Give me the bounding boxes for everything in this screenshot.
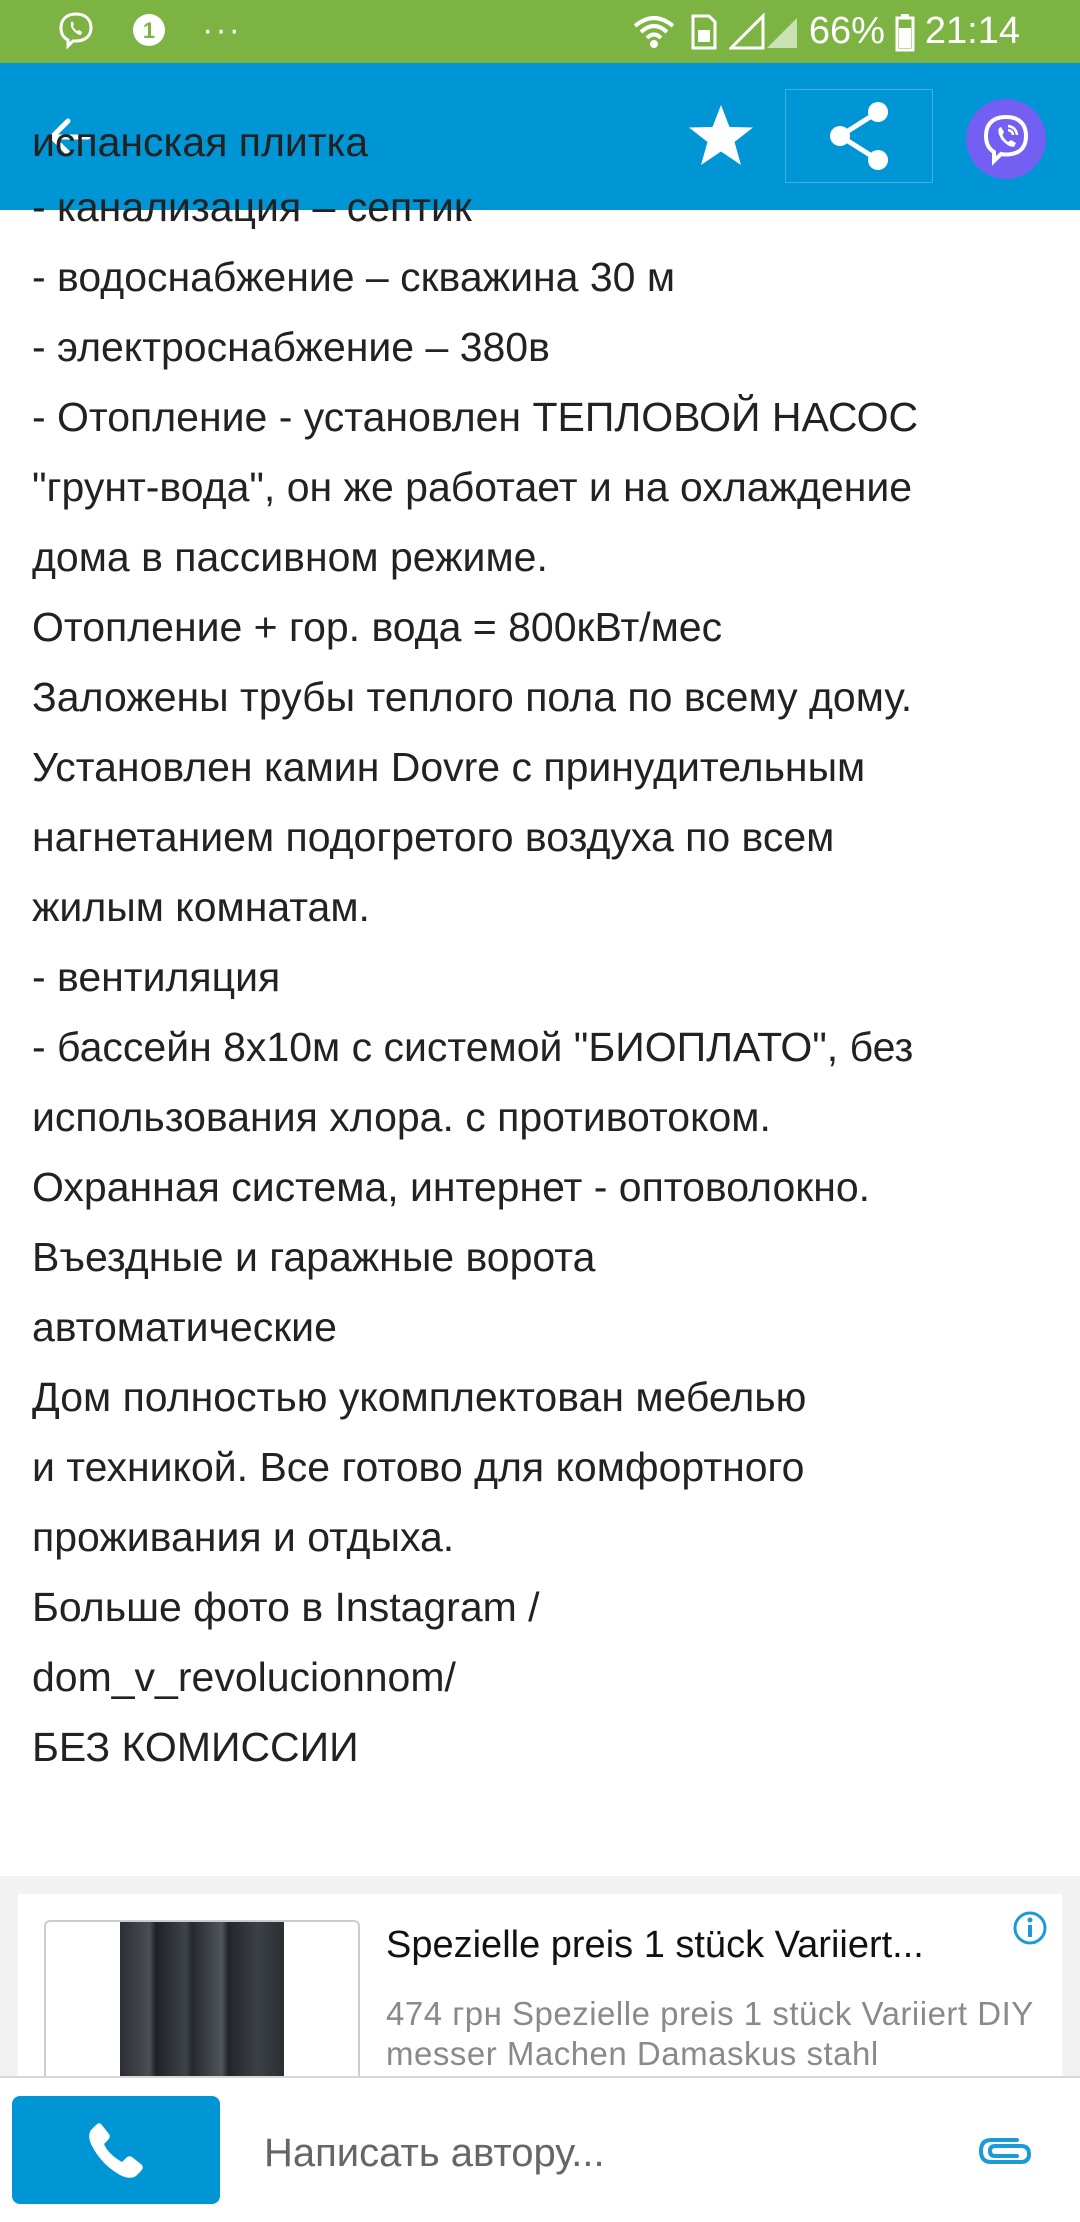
description-text xyxy=(32,132,1052,1782)
viber-notification-icon xyxy=(56,10,96,50)
viber-button[interactable] xyxy=(966,99,1046,179)
description-line: проживания и отдыха. xyxy=(32,1514,455,1560)
favorite-button[interactable] xyxy=(684,99,758,173)
attach-button[interactable] xyxy=(975,2126,1035,2176)
status-bar xyxy=(0,0,1080,63)
notification-count: 1 xyxy=(142,18,156,43)
ad-product-photo xyxy=(120,1922,284,2102)
info-icon[interactable] xyxy=(1012,1910,1048,1946)
description-line: дома в пассивном режиме. xyxy=(32,534,548,580)
description-line: - канализация – септик xyxy=(32,184,472,230)
description-line: использования хлора. с противотоком. xyxy=(32,1094,771,1140)
description-line: dom_v_revolucionnom/ xyxy=(32,1654,456,1700)
ad-description: 474 грн Spezielle preis 1 stück Variiert DIY messer Machen Damaskus stahl xyxy=(386,1995,1034,2072)
battery-percent: 66% xyxy=(808,10,885,52)
description-line: - бассейн 8х10м с системой "БИОПЛАТО", без xyxy=(32,1024,914,1070)
description-line: Дом полностью укомплектован мебелью xyxy=(32,1374,807,1420)
description-line: жилым комнатам. xyxy=(32,884,370,930)
ad-title[interactable]: Spezielle preis 1 stück Variiert... xyxy=(386,1924,924,1966)
star-icon xyxy=(684,99,758,173)
message-bar xyxy=(0,2076,1080,2222)
wifi-icon xyxy=(629,12,679,52)
signal-icon xyxy=(729,12,799,52)
phone-icon xyxy=(84,2118,148,2182)
description-line: Установлен камин Dovre с принудительным xyxy=(32,744,866,790)
clock: 21:14 xyxy=(924,10,1020,52)
description-line: Заложены трубы теплого пола по всему дому. xyxy=(32,674,913,720)
description-line: и техникой. Все готово для комфортного xyxy=(32,1444,805,1490)
status-bar-right xyxy=(629,10,1020,53)
status-bar-left xyxy=(56,10,242,50)
share-button[interactable] xyxy=(785,89,933,183)
paperclip-icon xyxy=(975,2126,1035,2176)
message-input[interactable] xyxy=(262,2122,926,2184)
description-line: - электроснабжение – 380в xyxy=(32,324,550,370)
ad-card[interactable] xyxy=(18,1894,1062,2094)
more-dots-icon: ··· xyxy=(202,10,242,49)
share-icon xyxy=(822,98,898,174)
description-line: - водоснабжение – скважина 30 м xyxy=(32,254,676,300)
description-line: БЕЗ КОМИССИИ xyxy=(32,1724,359,1770)
ad-section xyxy=(0,1876,1080,2076)
description-line: - вентиляция xyxy=(32,954,281,1000)
notification-count-icon xyxy=(132,13,166,47)
description-line: Охранная система, интернет - оптоволокно. xyxy=(32,1164,871,1210)
description-line: Въездные и гаражные ворота xyxy=(32,1234,596,1280)
description-line: Больше фото в Instagram / xyxy=(32,1584,540,1630)
description-line: Отопление + гор. вода = 800кВт/мес xyxy=(32,604,723,650)
description-line: - Отопление - установлен ТЕПЛОВОЙ НАСОС xyxy=(32,394,919,440)
call-button[interactable] xyxy=(12,2096,220,2204)
sim-icon xyxy=(689,12,719,52)
description-line: нагнетанием подогретого воздуха по всем xyxy=(32,814,835,860)
description-line: автоматические xyxy=(32,1304,337,1350)
battery-icon xyxy=(895,12,915,52)
viber-icon xyxy=(978,111,1034,167)
description-line: "грунт-вода", он же работает и на охлаждение xyxy=(32,464,913,510)
description-line: испанская плитка xyxy=(32,132,369,165)
